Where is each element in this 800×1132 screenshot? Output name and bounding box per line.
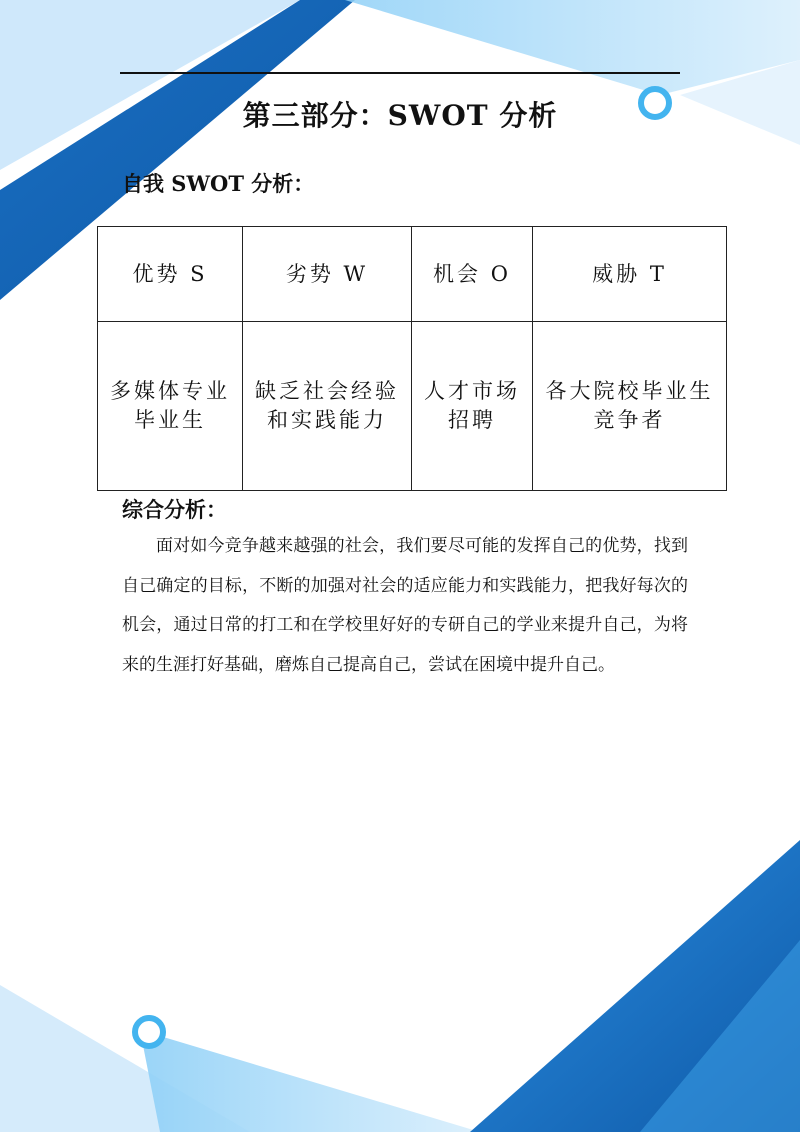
swot-header-opportunities: 机会 O — [412, 227, 533, 322]
swot-cell-opportunities: 人才市场招聘 — [412, 322, 533, 491]
swot-cell-strengths: 多媒体专业毕业生 — [98, 322, 243, 491]
swot-header-strengths: 优势 S — [98, 227, 243, 322]
swot-header-threats: 威胁 T — [533, 227, 727, 322]
swot-cell-threats: 各大院校毕业生竞争者 — [533, 322, 727, 491]
deco-bottom-light-band — [140, 1030, 480, 1132]
header-rule — [120, 72, 680, 74]
swot-cell-weaknesses: 缺乏社会经验和实践能力 — [243, 322, 412, 491]
swot-table — [97, 226, 727, 491]
analysis-heading: 综合分析： — [122, 497, 227, 522]
swot-subtitle: 自我 SWOT 分析： — [122, 171, 315, 196]
swot-header-weaknesses: 劣势 W — [243, 227, 412, 322]
swot-content-row — [98, 322, 727, 491]
deco-ring-bottom — [135, 1018, 163, 1046]
swot-header-row — [98, 227, 727, 322]
page-title: 第三部分：SWOT 分析 — [242, 99, 558, 132]
analysis-paragraph: 面对如今竞争越来越强的社会，我们要尽可能的发挥自己的优势，找到自己确定的目标，不断的加强对社会的适应能力和实践能力，把我好每次的机会，通过日常的打工和在学校里好好的专研自己的学业来提升自己，为将来的生涯打好基础，磨炼自己提高自己，尝试在困境中提升自己。 — [122, 536, 688, 675]
